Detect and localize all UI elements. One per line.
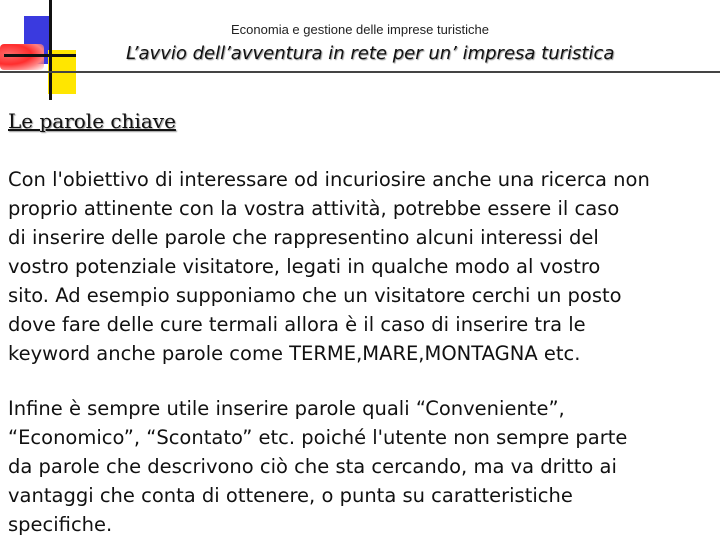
paragraph-line: Infine è sempre utile inserire parole quali “Conveniente”, xyxy=(8,397,565,420)
paragraph-line: sito. Ad esempio supponiamo che un visitatore cerchi un posto xyxy=(8,284,622,307)
paragraph-line: vostro potenziale visitatore, legati in qualche modo al vostro xyxy=(8,255,601,278)
section-title: Le parole chiave xyxy=(8,109,176,133)
paragraph-line: vantaggi che conta di ottenere, o punta su caratteristiche xyxy=(8,484,573,507)
paragraph-line: “Economico”, “Scontato” etc. poiché l'utente non sempre parte xyxy=(8,426,628,449)
logo-horizontal-line xyxy=(4,54,76,57)
paragraph-1 xyxy=(8,165,712,368)
paragraph-line: di inserire delle parole che rappresentino alcuni interessi del xyxy=(8,226,599,249)
logo-red-block xyxy=(0,44,44,70)
mondrian-logo xyxy=(0,0,80,100)
header-divider xyxy=(0,71,720,73)
header-subtitle: Economia e gestione delle imprese turistiche xyxy=(231,22,489,37)
paragraph-line: dove fare delle cure termali allora è il caso di inserire tra le xyxy=(8,313,586,336)
header-title: L’avvio dell’avventura in rete per un’ impresa turistica xyxy=(126,43,615,64)
logo-vertical-line xyxy=(49,0,52,100)
paragraph-line: keyword anche parole come TERME,MARE,MONTAGNA etc. xyxy=(8,342,581,365)
paragraph-line: specifiche. xyxy=(8,513,113,536)
paragraph-line: da parole che descrivono ciò che sta cercando, ma va dritto ai xyxy=(8,455,617,478)
paragraph-line: proprio attinente con la vostra attività, potrebbe essere il caso xyxy=(8,197,620,220)
paragraph-line: Con l'obiettivo di interessare od incuriosire anche una ricerca non xyxy=(8,168,650,191)
paragraph-2 xyxy=(8,394,712,539)
